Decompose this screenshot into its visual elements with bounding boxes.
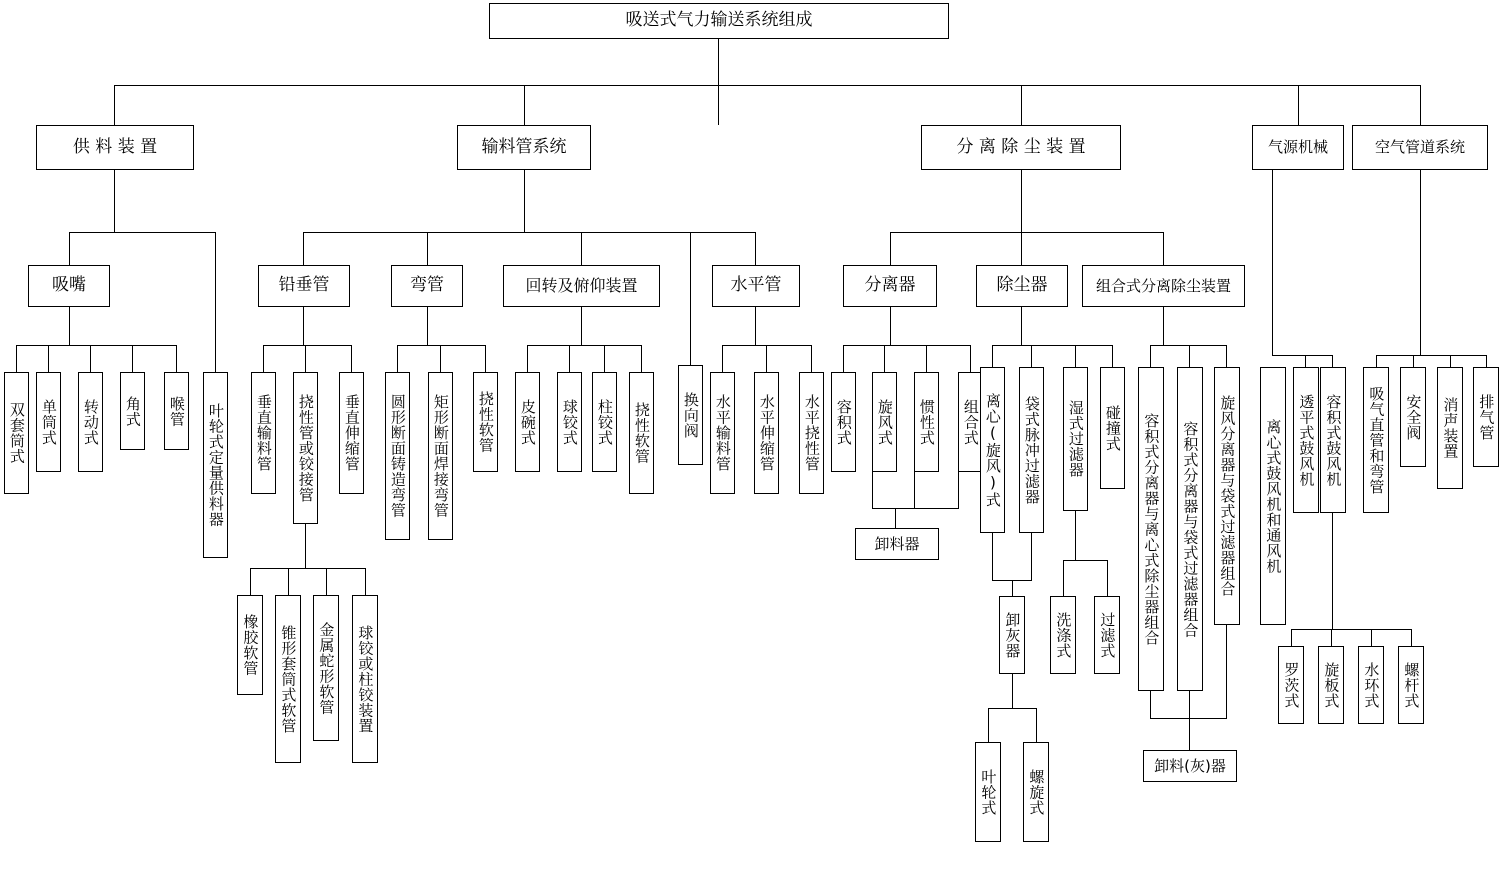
node-l2-separator[interactable]: 分离器 — [843, 265, 937, 307]
connector — [1420, 85, 1421, 125]
connector — [16, 345, 176, 346]
connector — [872, 472, 873, 508]
connector — [427, 307, 428, 345]
connector — [690, 232, 691, 365]
node-leaf-impeller-ash[interactable]: 叶轮式 — [975, 742, 1001, 842]
connector — [1376, 355, 1377, 367]
connector — [992, 345, 1112, 346]
node-leaf-flexible-or-hinged-pipe[interactable]: 挠性管或铰接管 — [293, 372, 318, 524]
connector — [305, 345, 306, 372]
node-leaf-round-cast-elbow[interactable]: 圆形断面铸造弯管 — [385, 372, 410, 540]
connector — [263, 345, 264, 372]
node-leaf-rotary-vane-type[interactable]: 旋板式 — [1318, 646, 1344, 724]
node-leaf-turbo-blower[interactable]: 透平式鼓风机 — [1293, 367, 1319, 513]
connector — [1305, 355, 1306, 367]
connector — [988, 708, 1036, 709]
connector — [722, 345, 723, 372]
connector — [1331, 629, 1332, 646]
node-leaf-vertical-telescopic-pipe[interactable]: 垂直伸缩管 — [339, 372, 364, 494]
node-l2-horizontal-pipe[interactable]: 水平管 — [712, 265, 800, 307]
connector — [351, 345, 352, 372]
connector — [718, 39, 719, 85]
connector — [16, 345, 17, 372]
connector — [1150, 345, 1226, 346]
connector — [1291, 629, 1292, 646]
connector — [1150, 345, 1151, 367]
connector — [1021, 85, 1022, 125]
connector — [1272, 170, 1273, 355]
node-leaf-cyclone-plus-bag[interactable]: 旋风分离器与袋式过滤器组合 — [1214, 367, 1240, 625]
connector — [48, 345, 49, 372]
connector — [988, 708, 989, 742]
node-leaf-volumetric-plus-bag[interactable]: 容积式分离器与袋式过滤器组合 — [1177, 367, 1203, 691]
connector — [958, 472, 959, 508]
node-leaf-combined-separator[interactable]: 组合式 — [958, 372, 983, 472]
node-l1-separation-dedusting[interactable]: 分 离 除 尘 装 置 — [921, 125, 1121, 170]
connector — [215, 232, 216, 372]
connector — [581, 232, 582, 265]
connector — [1291, 629, 1411, 630]
connector — [397, 345, 398, 372]
node-root[interactable]: 吸送式气力输送系统组成 — [489, 3, 949, 39]
connector — [132, 345, 133, 372]
connector — [1332, 513, 1333, 629]
node-leaf-silencer[interactable]: 消声装置 — [1437, 367, 1463, 489]
connector — [872, 508, 959, 509]
node-leaf-rotating[interactable]: 转动式 — [78, 372, 103, 472]
node-leaf-horizontal-conveying-pipe[interactable]: 水平输料管 — [710, 372, 735, 494]
connector — [326, 568, 327, 595]
connector — [890, 232, 891, 265]
connector — [604, 345, 605, 372]
node-l1-air-duct-system[interactable]: 空气管道系统 — [1352, 125, 1488, 170]
connector — [992, 533, 993, 580]
node-leaf-column-hinge-type[interactable]: 柱铰式 — [592, 372, 617, 472]
node-leaf-screw-type[interactable]: 螺杆式 — [1398, 646, 1424, 724]
connector — [811, 345, 812, 372]
node-l1-feeding-device[interactable]: 供 料 装 置 — [36, 125, 194, 170]
connector — [114, 170, 115, 232]
connector — [843, 345, 970, 346]
connector — [926, 345, 927, 372]
connector — [1063, 560, 1107, 561]
connector — [288, 568, 289, 595]
connector — [1075, 345, 1076, 367]
connector — [884, 345, 885, 372]
node-leaf-double-sleeve[interactable]: 双套筒式 — [4, 372, 29, 494]
connector — [1031, 345, 1032, 367]
node-l2-elbow[interactable]: 弯管 — [391, 265, 463, 307]
connector — [90, 345, 91, 372]
connector — [527, 345, 528, 372]
connector — [250, 568, 365, 569]
node-leaf-discharger[interactable]: 卸料器 — [855, 528, 939, 560]
node-leaf-exhaust-pipe[interactable]: 排气管 — [1473, 367, 1499, 467]
connector — [303, 232, 755, 233]
node-l2-dust-collector[interactable]: 除尘器 — [976, 265, 1068, 307]
connector — [1376, 355, 1486, 356]
connector — [1189, 691, 1190, 718]
node-l2-suction-nozzle[interactable]: 吸嘴 — [28, 265, 110, 307]
connector — [1189, 718, 1190, 750]
connector — [569, 345, 570, 372]
node-leaf-positive-displacement-blower[interactable]: 容积式鼓风机 — [1320, 367, 1346, 513]
node-leaf-throat-pipe[interactable]: 喉管 — [164, 372, 189, 450]
connector — [890, 307, 891, 345]
node-leaf-horizontal-telescopic-pipe[interactable]: 水平伸缩管 — [754, 372, 779, 494]
connector — [914, 472, 915, 508]
connector — [69, 232, 70, 265]
node-leaf-rubber-hose[interactable]: 橡胶软管 — [237, 595, 263, 695]
connector — [524, 170, 525, 232]
node-leaf-reversing-valve[interactable]: 换向阀 — [678, 365, 703, 465]
connector — [1150, 691, 1151, 718]
connector — [427, 232, 428, 265]
node-l2-vertical-pipe[interactable]: 铅垂管 — [258, 265, 350, 307]
connector — [1107, 560, 1108, 596]
node-leaf-vertical-conveying-pipe[interactable]: 垂直输料管 — [251, 372, 276, 494]
connector — [1371, 629, 1372, 646]
connector — [1189, 345, 1190, 367]
node-leaf-volumetric-separator[interactable]: 容积式 — [831, 372, 856, 472]
connector — [992, 345, 993, 367]
connector — [890, 232, 1163, 233]
connector — [250, 568, 251, 595]
connector — [303, 232, 304, 265]
connector — [755, 307, 756, 345]
node-leaf-conical-sleeve-hose[interactable]: 锥形套筒式软管 — [275, 595, 301, 763]
connector — [1112, 345, 1113, 367]
node-leaf-impact-type[interactable]: 碰撞式 — [1100, 367, 1125, 489]
node-l1-air-source-machinery[interactable]: 气源机械 — [1252, 125, 1344, 170]
node-l1-pipe-system[interactable]: 输料管系统 — [457, 125, 591, 170]
node-leaf-filtering-type[interactable]: 过滤式 — [1094, 596, 1120, 674]
node-leaf-flexible-hose-swivel[interactable]: 挠性软管 — [629, 372, 654, 494]
node-leaf-intake-straight-and-bend[interactable]: 吸气直管和弯管 — [1363, 367, 1389, 513]
node-leaf-impeller-feeder[interactable]: 叶轮式定量供料器 — [203, 372, 228, 558]
connector — [1420, 170, 1421, 355]
connector — [1450, 355, 1451, 367]
node-leaf-wet-filter[interactable]: 湿式过滤器 — [1063, 367, 1088, 511]
connector — [1012, 674, 1013, 708]
connector — [641, 345, 642, 372]
connector — [1226, 625, 1227, 718]
connector — [718, 85, 719, 125]
node-leaf-ball-hinge-type[interactable]: 球铰式 — [557, 372, 582, 472]
connector — [303, 307, 304, 345]
node-leaf-leather-cup-type[interactable]: 皮碗式 — [515, 372, 540, 472]
node-leaf-cyclone-separator[interactable]: 旋风式 — [872, 372, 897, 472]
connector — [1075, 511, 1076, 560]
connector — [1411, 629, 1412, 646]
node-leaf-flexible-hose-elbow[interactable]: 挠性软管 — [473, 372, 498, 472]
node-leaf-metal-serpentine-hose[interactable]: 金属蛇形软管 — [313, 595, 339, 741]
node-leaf-volumetric-plus-centrifugal[interactable]: 容积式分离器与离心式除尘器组合 — [1138, 367, 1164, 691]
connector — [1332, 355, 1333, 367]
connector — [1163, 232, 1164, 265]
connector — [755, 232, 756, 265]
node-leaf-ash-discharger[interactable]: 卸灰器 — [999, 596, 1025, 674]
connector — [263, 345, 351, 346]
node-leaf-angle-type[interactable]: 角式 — [120, 372, 145, 450]
connector — [1272, 355, 1332, 356]
connector — [114, 85, 115, 125]
node-leaf-centrifugal-cyclone[interactable]: 离心(旋风)式 — [980, 367, 1005, 533]
connector — [1226, 345, 1227, 367]
connector — [485, 345, 486, 372]
node-leaf-horizontal-flexible-pipe[interactable]: 水平挠性管 — [799, 372, 824, 494]
connector — [69, 232, 215, 233]
node-leaf-water-ring-type[interactable]: 水环式 — [1358, 646, 1384, 724]
connector — [766, 345, 767, 372]
node-leaf-screw-ash[interactable]: 螺旋式 — [1023, 742, 1049, 842]
connector — [397, 345, 485, 346]
connector — [176, 345, 177, 372]
connector — [843, 345, 844, 372]
connector — [114, 85, 1420, 86]
connector — [1063, 560, 1064, 596]
connector — [1031, 533, 1032, 580]
node-l2-swivel-pitch-device[interactable]: 回转及俯仰装置 — [503, 265, 660, 307]
connector — [1298, 85, 1299, 125]
node-leaf-inertial-separator[interactable]: 惯性式 — [914, 372, 939, 472]
node-leaf-rect-welded-elbow[interactable]: 矩形断面焊接弯管 — [428, 372, 453, 540]
node-leaf-combined-discharger[interactable]: 卸料(灰)器 — [1143, 750, 1237, 782]
connector — [1021, 232, 1022, 265]
connector — [1012, 580, 1013, 596]
connector — [1021, 170, 1022, 232]
node-leaf-centrifugal-blower-fan[interactable]: 离心式鼓风机和通风机 — [1260, 367, 1286, 625]
node-leaf-washing-type[interactable]: 洗涤式 — [1050, 596, 1076, 674]
connector — [1036, 708, 1037, 742]
connector — [440, 345, 441, 372]
connector — [1163, 307, 1164, 345]
node-leaf-pulse-bag-filter[interactable]: 袋式脉冲过滤器 — [1019, 367, 1044, 533]
connector — [1021, 307, 1022, 345]
connector — [69, 307, 70, 345]
connector — [305, 524, 306, 568]
node-l2-combined-device[interactable]: 组合式分离除尘装置 — [1082, 265, 1245, 307]
node-leaf-safety-valve[interactable]: 安全阀 — [1400, 367, 1426, 467]
connector — [1413, 355, 1414, 367]
node-leaf-roots-type[interactable]: 罗茨式 — [1278, 646, 1304, 724]
connector — [581, 307, 582, 345]
connector — [895, 508, 896, 528]
connector — [365, 568, 366, 595]
node-leaf-ball-or-column-hinge[interactable]: 球铰或柱铰装置 — [352, 595, 378, 763]
node-leaf-single-sleeve[interactable]: 单筒式 — [36, 372, 61, 472]
connector — [1486, 355, 1487, 367]
connector — [524, 85, 525, 125]
connector — [970, 345, 971, 372]
connector — [527, 345, 641, 346]
